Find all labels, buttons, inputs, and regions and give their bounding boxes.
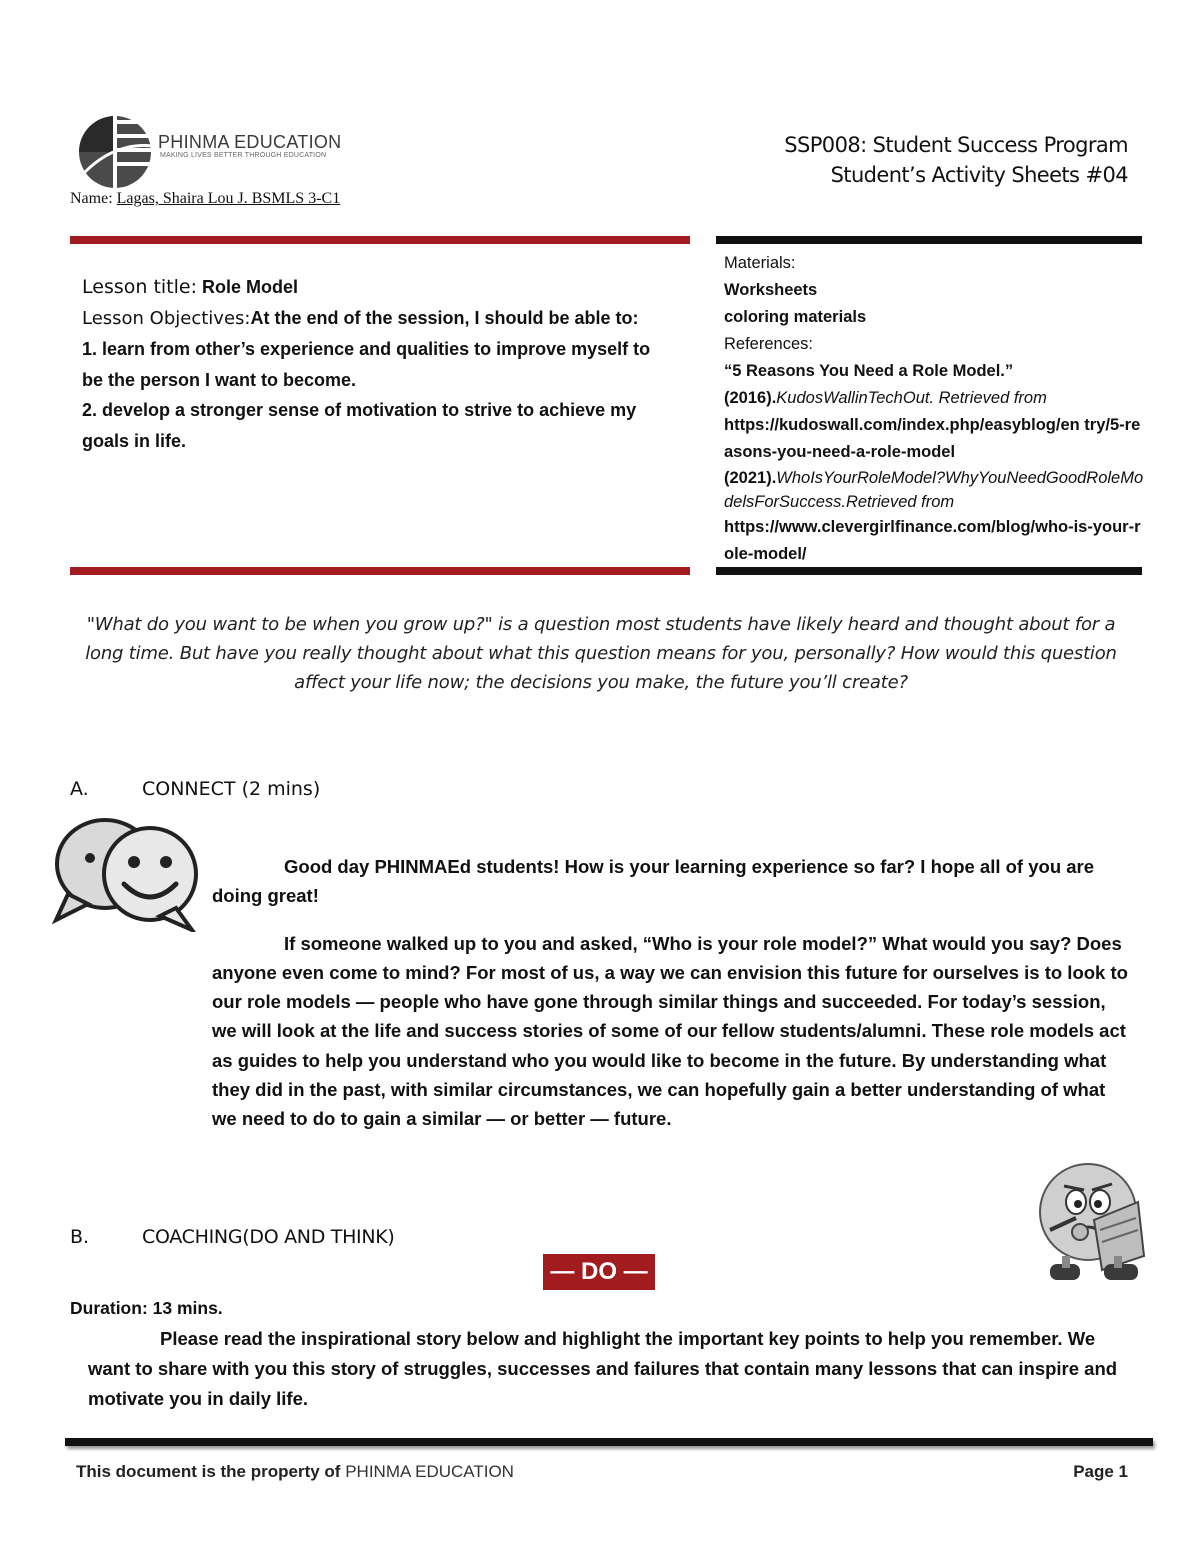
reference-1-year: (2016).: [724, 389, 777, 407]
divider-black-top: [716, 236, 1142, 244]
reference-2-year: (2021).: [724, 469, 777, 487]
lesson-objectives: [82, 303, 672, 335]
reference-1-title: “5 Reasons You Need a Role Model.”: [724, 362, 1014, 380]
section-b-title: COACHING(DO AND THINK): [142, 1226, 395, 1248]
name-label: Name:: [70, 190, 113, 207]
connect-paragraph-1: Good day PHINMAEd students! How is your learning experience so far? I hope all of you are doing great!: [212, 856, 1095, 907]
objective-2: 2. develop a stronger sense of motivation to strive to achieve my goals in life.: [82, 400, 637, 451]
objectives-intro: At the end of the session, I should be able to:: [250, 307, 639, 328]
divider-red-top: [70, 236, 690, 244]
footer-divider: [65, 1438, 1153, 1446]
material-coloring: coloring materials: [724, 308, 867, 326]
logo-tagline: MAKING LIVES BETTER THROUGH EDUCATION: [160, 152, 327, 159]
smiley-chat-bubbles: [50, 812, 200, 932]
divider-red-bottom: [70, 567, 690, 575]
lesson-title-label: Lesson title:: [82, 276, 197, 298]
student-name-line: [70, 190, 340, 208]
divider-black-bottom: [716, 567, 1142, 575]
lesson-title: [82, 272, 672, 303]
thinking-figure: [1020, 1160, 1160, 1292]
coaching-instructions: Please read the inspirational story below and highlight the important key points to help you remember. We want to share with you this story of struggles, successes and failures that contain many lessons that can inspire and motivate you in daily life.: [88, 1328, 1118, 1409]
objective-1: 1. learn from other’s experience and qualities to improve myself to be the person I want to become.: [82, 339, 651, 390]
phinma-logo-icon: [75, 112, 155, 190]
course-header: [784, 130, 1128, 190]
footer-org: PHINMA EDUCATION: [345, 1462, 514, 1481]
reference-1-url[interactable]: https://kudoswall.com/index.php/easyblog/en try/5-reasons-you-need-a-role-model: [724, 416, 1141, 461]
materials-box: [724, 250, 1144, 568]
do-badge: — DO —: [543, 1254, 655, 1290]
section-a-letter: A.: [70, 778, 89, 800]
connect-paragraph-2: If someone walked up to you and asked, “Who is your role model?” What would you say? Does anyone even come to mind? For most of us, a way we can envision this future for ourselves is to look to our role models — people who have gone through similar things and succeeded. For today’s session, we will look at the life and success stories of some of our fellow students/alumni. These role models act as guides to help you understand who you would like to become in the future. By understanding what they did in the past, with similar circumstances, we can hopefully gain a better understanding of what we need to do to gain a similar — or better — future.: [212, 932, 1128, 1130]
lesson-title-value: Role Model: [202, 277, 299, 297]
name-value: Lagas, Shaira Lou J. BSMLS 3-C1: [116, 190, 341, 207]
footer-property-text: This document is the property of: [76, 1462, 341, 1481]
smiley-chat-bubbles-icon: [50, 812, 200, 932]
activity-sheet-number: Student’s Activity Sheets #04: [830, 163, 1128, 187]
section-b-letter: B.: [70, 1226, 90, 1248]
course-title: SSP008: Student Success Program: [784, 133, 1128, 157]
thinking-emoji-reading-icon: [1020, 1160, 1160, 1292]
connect-text: [212, 852, 1134, 1152]
reference-2-url[interactable]: https://www.clevergirlfinance.com/blog/who-is-your-role-model/: [724, 518, 1141, 563]
section-a-title: CONNECT (2 mins): [142, 778, 321, 800]
references-label: References:: [724, 335, 813, 353]
material-worksheets: Worksheets: [724, 281, 818, 299]
duration-text: Duration: 13 mins.: [70, 1298, 223, 1318]
materials-label: Materials:: [724, 254, 796, 272]
page-number: Page 1: [1073, 1462, 1128, 1481]
reference-1-source: KudosWallinTechOut. Retrieved from: [776, 389, 1047, 407]
footer-property: [76, 1462, 514, 1482]
logo-text: PHINMA EDUCATION: [158, 132, 342, 152]
lesson-box: [82, 272, 672, 456]
objectives-label: Lesson Objectives:: [82, 307, 251, 329]
intro-quote: "What do you want to be when you grow up?" is a question most students have likely heard and thought about for a long time. But have you really thought about what this question means for you, personally? How would this question affect your life now; the decisions you make, the future you’ll create?: [85, 614, 1117, 693]
reference-2-source: WhoIsYourRoleModel?WhyYouNeedGoodRoleModelsForSuccess.Retrieved from: [724, 469, 1144, 511]
